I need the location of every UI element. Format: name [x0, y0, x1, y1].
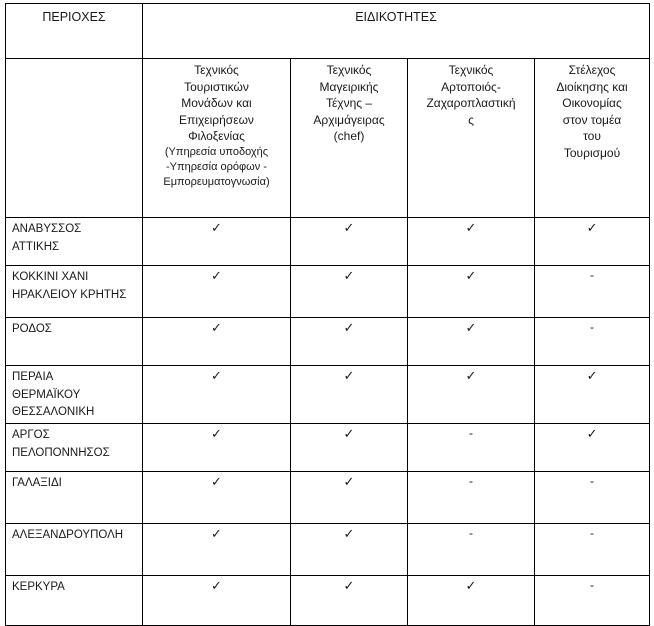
specialties-by-region-table — [5, 3, 650, 626]
region-name: ΑΝΑΒΥΣΣΟΣ ΑΤΤΙΚΗΣ — [6, 218, 143, 266]
offered-checkmark-icon: ✓ — [143, 266, 291, 318]
offered-checkmark-icon: ✓ — [291, 266, 408, 318]
region-name: ΓΑΛΑΞΙΔΙ — [6, 472, 143, 524]
offered-checkmark-icon: ✓ — [535, 424, 650, 472]
region-name: ΚΟΚΚΙΝΙ ΧΑΝΙ ΗΡΑΚΛΕΙΟΥ ΚΡΗΤΗΣ — [6, 266, 143, 318]
region-name: ΠΕΡΑΙΑ ΘΕΡΜΑΪΚΟΥ ΘΕΣΣΑΛΟΝΙΚΗ — [6, 366, 143, 424]
offered-checkmark-icon: ✓ — [143, 366, 291, 424]
region-row — [6, 366, 650, 424]
specialty-name: Τεχνικός Μαγειρικής Τέχνης – Αρχιμάγειρας (chef) — [313, 63, 385, 143]
region-name: ΑΛΕΞΑΝΔΡΟΥΠΟΛΗ — [6, 524, 143, 576]
offered-checkmark-icon: ✓ — [143, 424, 291, 472]
offered-checkmark-icon: ✓ — [291, 424, 408, 472]
not-offered-dash: - — [535, 266, 650, 318]
specialty-cooking-cell — [291, 59, 408, 218]
offered-checkmark-icon: ✓ — [535, 366, 650, 424]
region-row — [6, 524, 650, 576]
regions-header: ΠΕΡΙΟΧΕΣ — [6, 4, 143, 59]
specialty-name: Τεχνικός Τουριστικών Μονάδων και Επιχειρήσεων Φιλοξενίας — [179, 63, 254, 143]
specialty-bakery-cell — [408, 59, 535, 218]
offered-checkmark-icon: ✓ — [291, 472, 408, 524]
offered-checkmark-icon: ✓ — [291, 524, 408, 576]
offered-checkmark-icon: ✓ — [291, 576, 408, 626]
specialty-hospitality-cell — [143, 59, 291, 218]
offered-checkmark-icon: ✓ — [291, 366, 408, 424]
not-offered-dash: - — [408, 472, 535, 524]
region-row — [6, 218, 650, 266]
specialty-name: Τεχνικός Αρτοποιός- Ζαχαροπλαστική ς — [426, 63, 516, 127]
region-row — [6, 576, 650, 626]
offered-checkmark-icon: ✓ — [408, 318, 535, 366]
region-name: ΑΡΓΟΣ ΠΕΛΟΠΟΝΝΗΣΟΣ — [6, 424, 143, 472]
offered-checkmark-icon: ✓ — [143, 218, 291, 266]
offered-checkmark-icon: ✓ — [291, 218, 408, 266]
region-row — [6, 472, 650, 524]
specialty-names-row — [6, 59, 650, 218]
region-name: ΚΕΡΚΥΡΑ — [6, 576, 143, 626]
offered-checkmark-icon: ✓ — [408, 366, 535, 424]
not-offered-dash: - — [535, 576, 650, 626]
offered-checkmark-icon: ✓ — [143, 524, 291, 576]
offered-checkmark-icon: ✓ — [535, 218, 650, 266]
specialties-header: ΕΙΔΙΚΟΤΗΤΕΣ — [143, 4, 650, 59]
empty-corner-cell — [6, 59, 143, 218]
header-row — [6, 4, 650, 59]
not-offered-dash: - — [408, 424, 535, 472]
specialty-detail: (Υπηρεσία υποδοχής -Υπηρεσία ορόφων - Εμπορευματογνωσία) — [163, 145, 270, 188]
region-row — [6, 424, 650, 472]
offered-checkmark-icon: ✓ — [291, 318, 408, 366]
specialty-management-cell — [535, 59, 650, 218]
specialty-name: Στέλεχος Διοίκησης και Οικονομίας στον τομέα του Τουρισμού — [556, 63, 628, 160]
region-row — [6, 266, 650, 318]
region-name: ΡΟΔΟΣ — [6, 318, 143, 366]
offered-checkmark-icon: ✓ — [408, 218, 535, 266]
offered-checkmark-icon: ✓ — [143, 318, 291, 366]
offered-checkmark-icon: ✓ — [408, 266, 535, 318]
region-row — [6, 318, 650, 366]
offered-checkmark-icon: ✓ — [143, 472, 291, 524]
not-offered-dash: - — [535, 524, 650, 576]
not-offered-dash: - — [535, 318, 650, 366]
offered-checkmark-icon: ✓ — [408, 576, 535, 626]
offered-checkmark-icon: ✓ — [143, 576, 291, 626]
not-offered-dash: - — [535, 472, 650, 524]
not-offered-dash: - — [408, 524, 535, 576]
